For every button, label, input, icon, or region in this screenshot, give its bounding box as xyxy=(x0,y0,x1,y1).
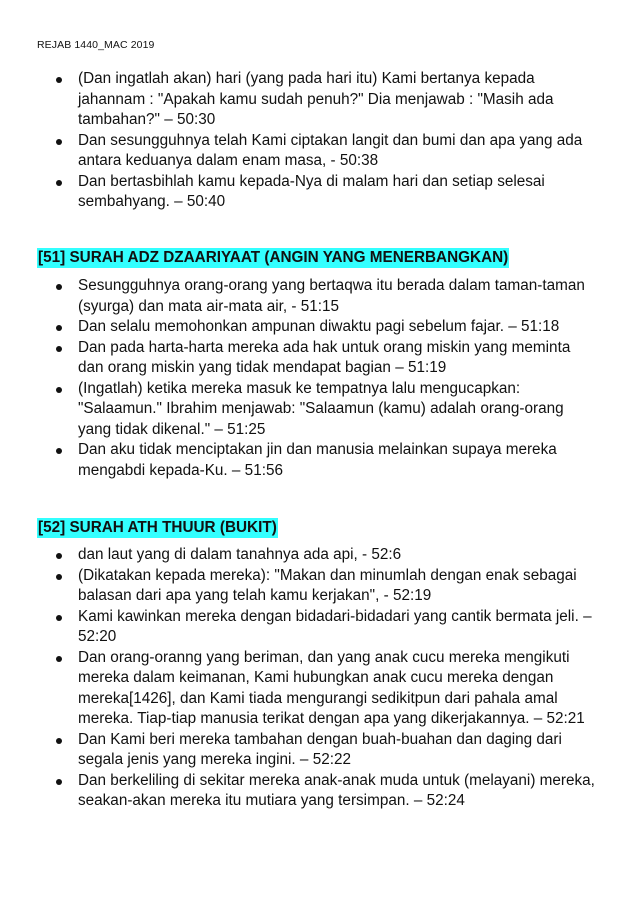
verse-text: Dan Kami beri mereka tambahan dengan buah-buahan dan daging dari segala jenis yang mereka ingini. – 52:22 xyxy=(78,730,562,768)
page-header: REJAB 1440_MAC 2019 xyxy=(37,39,155,51)
bullet-icon xyxy=(56,553,62,559)
verse-list-surah-50 xyxy=(0,69,638,213)
bullet-icon xyxy=(56,77,62,83)
verse-list-surah-51 xyxy=(0,276,638,481)
verse-text: (Dan ingatlah akan) hari (yang pada hari itu) Kami bertanya kepada jahannam : "Apakah kamu sudah penuh?" Dia menjawab : "Masih ada tambahan?" – 50:30 xyxy=(78,70,554,128)
bullet-icon xyxy=(56,738,62,744)
verse-text: Dan sesungguhnya telah Kami ciptakan langit dan bumi dan apa yang ada antara keduanya dalam enam masa, - 50:38 xyxy=(78,131,583,169)
verse-text: Dan pada harta-harta mereka ada hak untuk orang miskin yang meminta dan orang miskin yang tidak mendapat bagian – 51:19 xyxy=(78,338,571,376)
verse-text: (Ingatlah) ketika mereka masuk ke tempatnya lalu mengucapkan: "Salaamun." Ibrahim menjawab: "Salaamun (kamu) adalah orang-orang yang tidak dikenal." – 51:25 xyxy=(78,379,564,438)
verse-text: (Dikatakan kepada mereka): "Makan dan minumlah dengan enak sebagai balasan dari apa yang telah kamu kerjakan", - 52:19 xyxy=(78,566,577,604)
bullet-icon xyxy=(56,779,62,785)
verse-text: Kami kawinkan mereka dengan bidadari-bidadari yang cantik bermata jeli. – 52:20 xyxy=(78,607,592,645)
bullet-icon xyxy=(56,574,62,580)
section-heading-surah-52: [52] SURAH ATH THUUR (BUKIT) xyxy=(38,519,277,536)
list-item xyxy=(0,338,638,379)
verse-text: Dan aku tidak menciptakan jin dan manusia melainkan supaya mereka mengabdi kepada-Ku. – 51:56 xyxy=(78,441,557,479)
list-item xyxy=(0,131,638,172)
list-item xyxy=(0,648,638,730)
list-item xyxy=(0,730,638,771)
list-item xyxy=(0,440,638,481)
verse-text: Dan bertasbihlah kamu kepada-Nya di malam hari dan setiap selesai sembahyang. – 50:40 xyxy=(78,172,545,210)
bullet-icon xyxy=(56,387,62,393)
list-item xyxy=(0,69,638,131)
verse-text: Sesungguhnya orang-orang yang bertaqwa itu berada dalam taman-taman (syurga) dan mata air-mata air, - 51:15 xyxy=(78,277,585,315)
bullet-icon xyxy=(56,139,62,145)
list-item xyxy=(0,545,638,566)
verse-list-surah-52 xyxy=(0,545,638,812)
list-item xyxy=(0,607,638,648)
list-item xyxy=(0,317,638,338)
list-item xyxy=(0,566,638,607)
bullet-icon xyxy=(56,656,62,662)
list-item xyxy=(0,172,638,213)
bullet-icon xyxy=(56,325,62,331)
bullet-icon xyxy=(56,615,62,621)
verse-text: Dan orang-oranng yang beriman, dan yang anak cucu mereka mengikuti mereka dalam keimanan, Kami hubungkan anak cucu mereka dengan mereka[1426], dan Kami tiada mengurangi sedikitpun dari pahala amal mereka. Tiap-tiap manusia terikat dengan apa yang dikerjakannya. – 52:21 xyxy=(78,648,585,727)
section-heading-surah-51: [51] SURAH ADZ DZAARIYAAT (ANGIN YANG MENERBANGKAN) xyxy=(38,249,509,266)
list-item xyxy=(0,379,638,441)
bullet-icon xyxy=(56,346,62,352)
list-item xyxy=(0,276,638,317)
verse-text: Dan selalu memohonkan ampunan diwaktu pagi sebelum fajar. – 51:18 xyxy=(78,318,560,335)
list-item xyxy=(0,771,638,812)
verse-text: Dan berkeliling di sekitar mereka anak-anak muda untuk (melayani) mereka, seakan-akan mereka itu mutiara yang tersimpan. – 52:24 xyxy=(78,771,595,809)
bullet-icon xyxy=(56,448,62,454)
bullet-icon xyxy=(56,180,62,186)
verse-text: dan laut yang di dalam tanahnya ada api, - 52:6 xyxy=(78,546,402,563)
bullet-icon xyxy=(56,284,62,290)
